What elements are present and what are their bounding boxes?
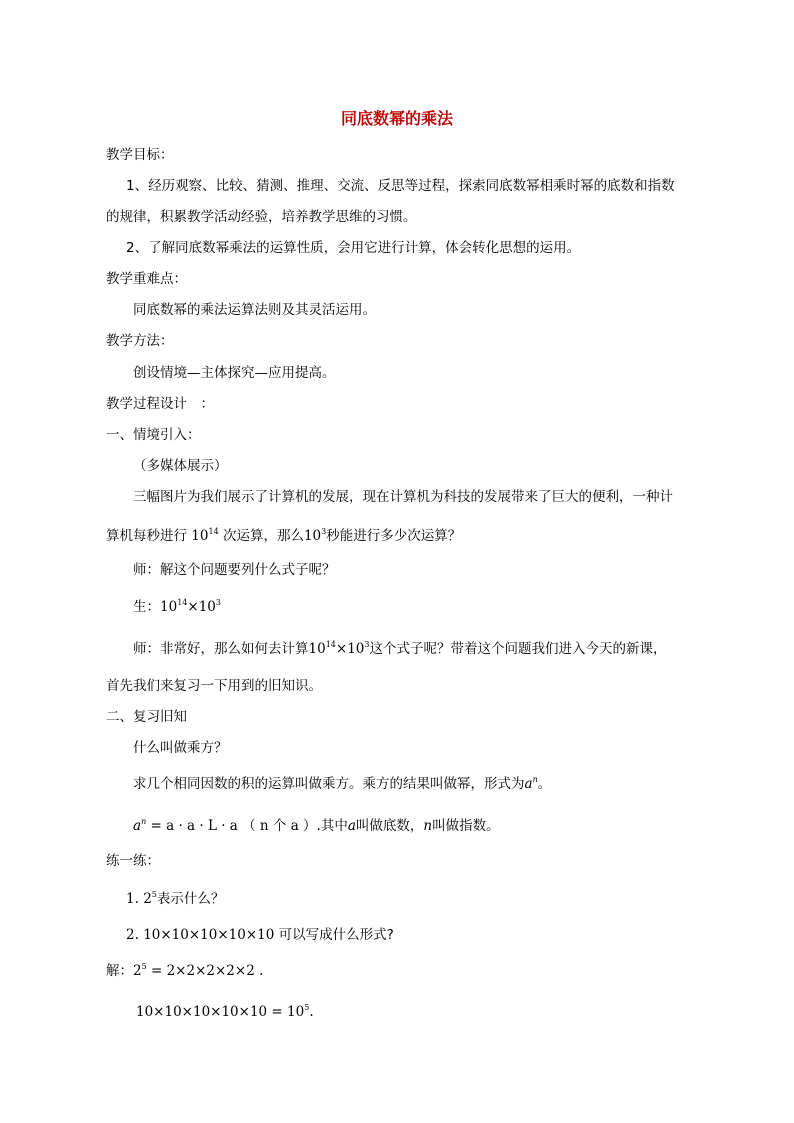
- power-2-5: $2^5$: [143, 890, 157, 907]
- key-points-text: 同底数幂的乘法运算法则及其灵活运用。: [133, 302, 376, 318]
- practice-item-2: [126, 926, 394, 944]
- base-symbol: a: [347, 818, 356, 834]
- solution-line-2: [136, 1003, 314, 1021]
- intro-line-1: 三幅图片为我们展示了计算机的发展，现在计算机为科技的发展带来了巨大的便利，一种计: [133, 489, 673, 505]
- key-points-heading: 教学重难点：: [106, 271, 187, 287]
- item-1-number: 1.: [126, 891, 139, 907]
- teacher-response-line-2: 首先我们来复习一下用到的旧知识。: [106, 678, 322, 694]
- student-answer: [133, 598, 221, 616]
- item-2-text: 可以写成什么形式?: [274, 927, 394, 943]
- practice-heading: 练一练：: [106, 853, 160, 869]
- item-2-number: 2.: [126, 927, 139, 943]
- solution-1: $2^5 = 2\times 2\times 2\times 2\times 2$ .: [133, 962, 264, 979]
- power-10-3: $10^3$: [303, 527, 327, 544]
- page-title: 同底数幂的乘法: [340, 109, 453, 128]
- product-expression: $10^{14}\times 10^3$: [160, 598, 221, 615]
- solution-line-1: [106, 962, 263, 980]
- goal-1-line-1: 1、经历观察、比较、猜测、推理、交流、反思等过程，探索同底数幂相乘时幂的底数和指数: [126, 178, 675, 194]
- formula-text-c: 叫做指数。: [432, 818, 500, 834]
- intro-text-b: 次运算，那么: [222, 528, 304, 544]
- formula-text-b: 叫做底数，: [355, 818, 424, 834]
- solution-label: 解：: [106, 963, 133, 979]
- intro-text-c: 秒能进行多少次运算？: [326, 528, 462, 544]
- teacher-response-line-1: [133, 640, 666, 658]
- power-definition: 求几个相同因数的积的运算叫做乘方。乘方的结果叫做幂，形式为$a^n$。: [133, 775, 552, 792]
- student-label: 生：: [133, 599, 160, 615]
- question-power: 什么叫做乘方？: [133, 740, 228, 756]
- goal-2: 2、了解同底数幂乘法的运算性质，会用它进行计算，体会转化思想的运用。: [126, 240, 581, 256]
- exponent-symbol: n: [423, 818, 433, 834]
- teacher-response-text-b: 这个式子呢？带着这个问题我们进入今天的新课，: [369, 641, 667, 657]
- formula-text-a: 其中: [320, 818, 348, 834]
- power-formula: [133, 817, 500, 835]
- method-heading: 教学方法：: [106, 333, 174, 349]
- goal-1-line-2: 的规律，积累教学活动经验，培养教学思维的习惯。: [106, 209, 417, 225]
- item-1-text: 表示什么？: [156, 891, 225, 907]
- solution-2: $10\times 10\times 10\times 10\times 10 = 10^5$.: [136, 1003, 314, 1020]
- product-expression-inline: $10^{14}\times 10^3$: [308, 640, 370, 657]
- intro-text-a: 算机每秒进行: [106, 528, 187, 544]
- goals-heading: 教学目标：: [106, 147, 174, 163]
- definition-text: 求几个相同因数的积的运算叫做乘方。乘方的结果叫做幂，形式为: [133, 776, 525, 792]
- multimedia-note: （多媒体展示）: [133, 458, 228, 474]
- teacher-response-text-a: 师：非常好，那么如何去计算: [133, 641, 309, 657]
- teacher-question: 师：解这个问题要列什么式子呢？: [133, 562, 336, 578]
- formula-rhs: = a · a · L · a （ n 个 a ）.: [150, 818, 321, 834]
- intro-line-2: [106, 527, 461, 545]
- section-1-heading: 一、情境引入：: [106, 427, 201, 443]
- practice-item-1: [126, 890, 224, 908]
- section-2-heading: 二、复习旧知: [106, 709, 187, 725]
- power-10-14: $10^{14}$: [191, 527, 219, 544]
- process-heading: 教学过程设计 ：: [106, 396, 214, 412]
- formula-lhs: $a^n$: [133, 817, 147, 834]
- item-2-expression: 10×10×10×10×10: [143, 927, 275, 943]
- method-text: 创设情境—主体探究—应用提高。: [133, 365, 336, 381]
- a-power-n: $a^n$: [524, 775, 538, 792]
